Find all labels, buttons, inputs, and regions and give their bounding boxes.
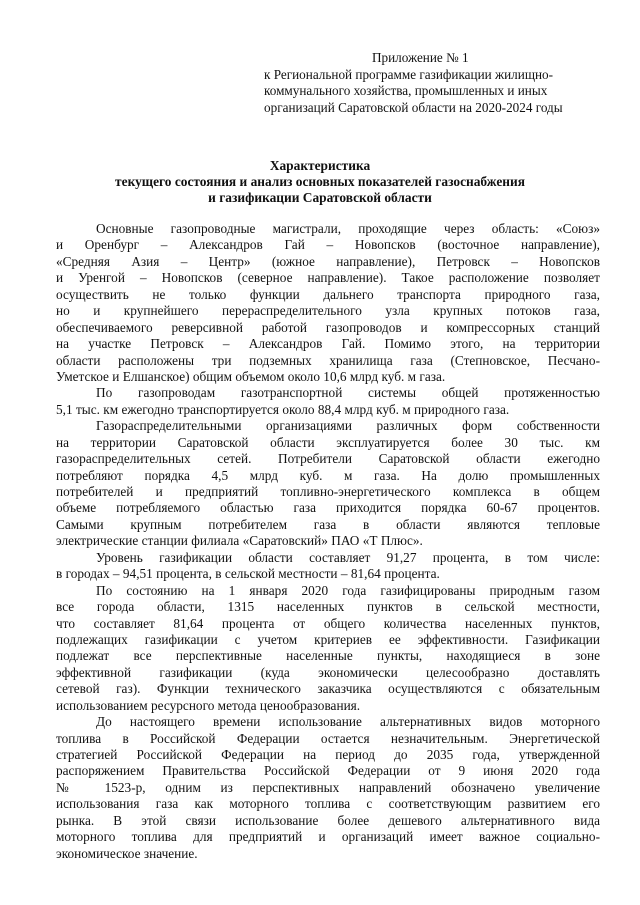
paragraph — [56, 221, 600, 385]
paragraph-line: газораспределительных сетей. Потребители Саратовской области ежегодно — [56, 451, 600, 467]
paragraph-line: в городах – 94,51 процента, в сельской местности – 81,64 процента. — [56, 566, 440, 582]
paragraph-line: «Средняя Азия – Центр» (южное направление), Петровск – Новопсков — [56, 253, 600, 269]
paragraph-line: электрические станции филиала «Саратовский» ПАО «Т Плюс». — [56, 533, 423, 549]
paragraph-line: все города области, 1315 населенных пунктов в сельской местности, — [56, 599, 600, 615]
paragraph-line: области расположены три подземных хранилища газа (Степновское, Песчано- — [56, 352, 600, 368]
appendix-line: коммунального хозяйства, промышленных и иных — [264, 83, 548, 98]
appendix-header — [264, 50, 604, 116]
paragraph-line: По состоянию на 1 января 2020 года газифицированы природным газом — [96, 582, 600, 598]
paragraph-line: обеспечиваемого реверсивной работой газопроводов и компрессорных станций — [56, 319, 600, 335]
paragraph-line: на участке Петровск – Александров Гай. Помимо этого, на территории — [56, 336, 600, 352]
paragraph-line: рынка. В этой связи использование более дешевого альтернативного вида — [56, 812, 600, 828]
paragraph — [56, 714, 600, 862]
paragraph-line: объеме потребляемого областью газа приходится порядка 60-67 процентов. — [56, 500, 600, 516]
paragraph-line: Уровень газификации области составляет 91,27 процента, в том числе: — [96, 549, 600, 565]
paragraph-line: подлежат все перспективные населенные пункты, находящиеся в зоне — [56, 648, 600, 664]
paragraph-line: потребителей и предприятий топливно-энергетического комплекса в общем — [56, 484, 600, 499]
paragraph-line: эффективной газификации (куда экономически целесообразно доставлять — [56, 664, 600, 680]
paragraph-line: топлива в Российской Федерации остается незначительным. Энергетической — [56, 730, 600, 746]
title-line: текущего состояния и анализ основных показателей газоснабжения — [115, 174, 525, 189]
document-body — [56, 221, 600, 862]
paragraph-line: Основные газопроводные магистрали, проходящие через область: «Союз» — [96, 221, 600, 236]
paragraph-line: на территории Саратовской области эксплуатируется более 30 тыс. км — [56, 434, 600, 450]
paragraph-line: потребляют порядка 4,5 млрд куб. м газа. На долю промышленных — [56, 467, 600, 483]
paragraph-line: экономическое значение. — [56, 845, 198, 861]
paragraph — [56, 418, 600, 550]
paragraph-line: подлежащих газификации с учетом критериев ее эффективности. Газификации — [56, 631, 600, 647]
paragraph-line: и Оренбург – Александров Гай – Новопсков (восточное направление), — [56, 237, 600, 253]
paragraph-line: До настоящего времени использование альтернативных видов моторного — [96, 714, 600, 730]
paragraph-line: что составляет 81,64 процента от общего количества населенных пунктов, — [56, 615, 600, 631]
paragraph — [56, 550, 600, 583]
paragraph-line: но и крупнейшего перераспределительного узла крупных потоков газа, — [56, 303, 600, 319]
paragraph-line: осуществить не только функции дальнего транспорта природного газа, — [56, 286, 600, 302]
paragraph-line: № 1523-р, одним из перспективных направлений обозначено увеличение — [56, 779, 600, 795]
appendix-line: организаций Саратовской области на 2020-2024 годы — [264, 99, 563, 115]
title-line: и газификации Саратовской области — [208, 190, 432, 205]
paragraph-line: Уметское и Елшанское) общим объемом около 10,6 млрд куб. м газа. — [56, 368, 446, 384]
paragraph-line: Самыми крупным потребителем газа в области являются тепловые — [56, 516, 600, 532]
paragraph-line: использованием ресурсного метода ценообразования. — [56, 697, 361, 713]
paragraph-line: стратегией Российской Федерации на период до 2035 года, утвержденной — [56, 747, 600, 762]
paragraph-line: По газопроводам газотранспортной системы общей протяженностью — [96, 385, 600, 401]
paragraph — [56, 385, 600, 418]
paragraph-line: сетевой газ). Функции технического заказчика осуществляются с обязательным — [56, 681, 600, 697]
title-line: Характеристика — [269, 158, 371, 173]
paragraph — [56, 583, 600, 715]
document-title — [60, 158, 580, 206]
paragraph-line: использования газа как моторного топлива с соответствующим развитием его — [56, 796, 600, 812]
paragraph-line: распоряжением Правительства Российской Федерации от 9 июня 2020 года — [56, 763, 600, 779]
appendix-number: Приложение № 1 — [372, 50, 469, 65]
paragraph-line: моторного топлива для предприятий и организаций имеет важное социально- — [56, 829, 600, 845]
paragraph-line: 5,1 тыс. км ежегодно транспортируется около 88,4 млрд куб. м природного газа. — [56, 401, 510, 417]
appendix-line: к Региональной программе газификации жилищно- — [264, 66, 554, 82]
paragraph-line: Газораспределительными организациями различных форм собственности — [96, 418, 600, 434]
paragraph-line: и Уренгой – Новопсков (северное направление). Такое расположение позволяет — [56, 270, 600, 286]
